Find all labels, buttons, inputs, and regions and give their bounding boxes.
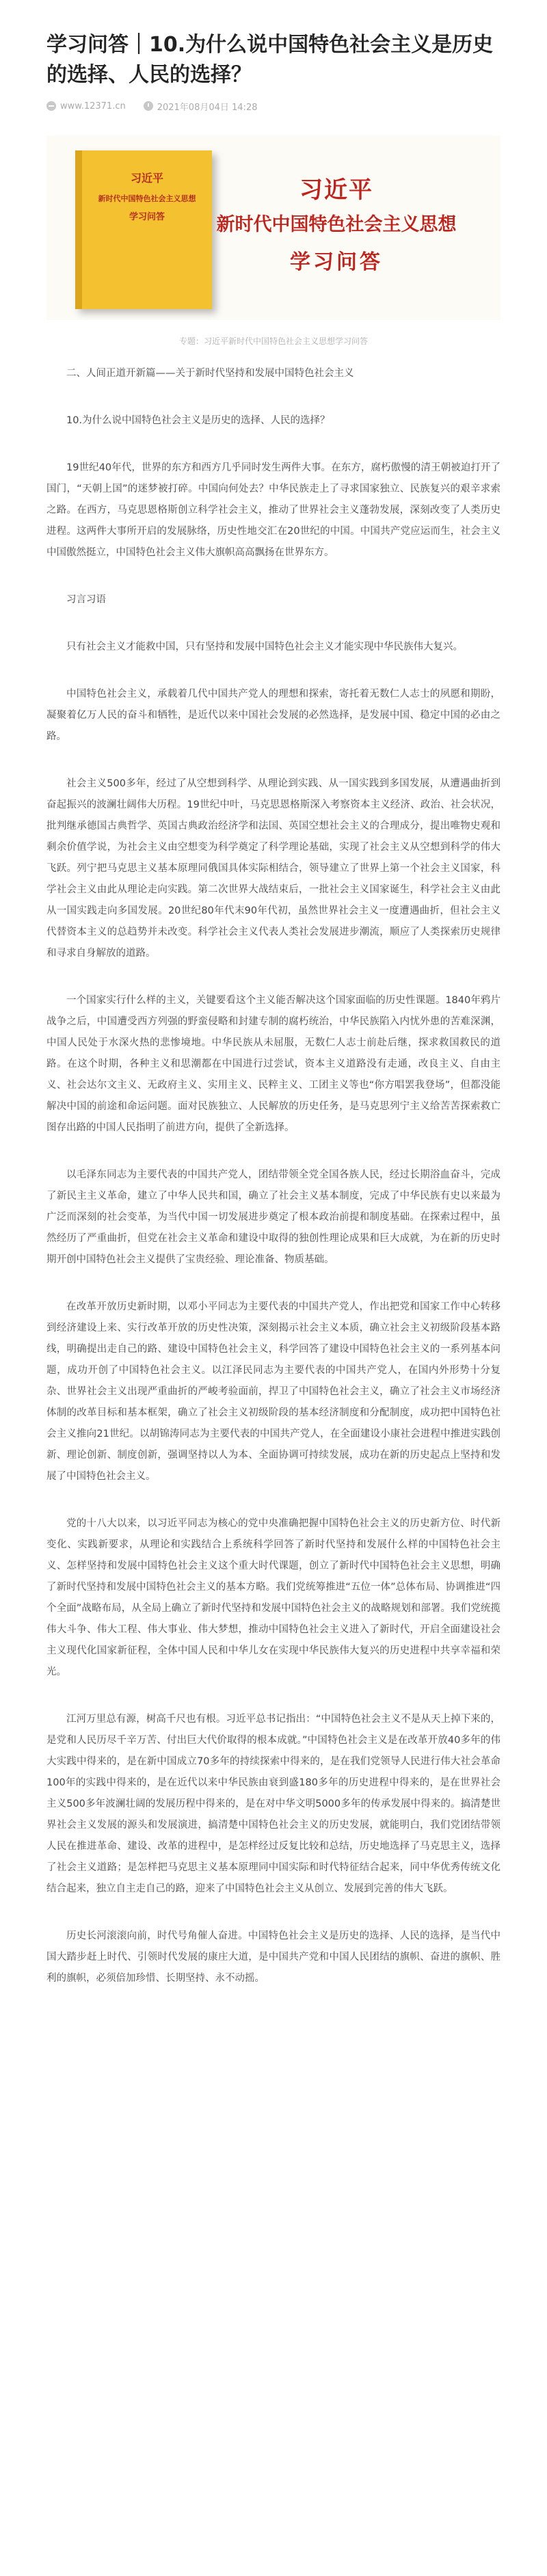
cover-headline-author: 习近平 <box>299 176 373 204</box>
book-subtitle: 学习问答 <box>129 212 165 222</box>
spacer <box>46 1683 501 1709</box>
paragraph: 以毛泽东同志为主要代表的中国共产党人，团结带领全党全国各族人民，经过长期浴血奋斗，完成了新民主主义革命，建立了中华人民共和国，确立了社会主义基本制度，完成了中华民族有史以来最为广泛而深刻的社会变革，为当代中国一切发展进步奠定了根本政治前提和制度基础。在探索过程中，虽然经历了严重曲折，但党在社会主义革命和建设中取得的独创性理论成果和巨大成就，为在新的历史时期开创中国特色社会主义提供了宝贵经验、理论准备、物质基础。 <box>46 1169 501 1265</box>
cover-image <box>46 135 501 320</box>
cover-headline-title: 新时代中国特色社会主义思想 <box>216 214 457 235</box>
paragraph: 一个国家实行什么样的主义，关键要看这个主义能否解决这个国家面临的历史性课题。1840年鸦片战争之后，中国遭受西方列强的野蛮侵略和封建专制的腐朽统治，中华民族陷入内忧外患的苦难深渊，中国人民处于水深火热的悲惨境地。中华民族从未屈服，无数仁人志士前赴后继，探求救国救民的道路。在这个时期，各种主义和思潮都在中国进行过尝试，资本主义道路没有走通，改良主义、自由主义、社会达尔文主义、无政府主义、实用主义、民粹主义、工团主义等也“你方唱罢我登场”，但都没能解决中国的前途和命运问题。面对民族独立、人民解放的历史任务，是马克思列宁主义给苦苦探索救亡图存出路的中国人民指明了前进方向，提供了全新选择。 <box>46 995 501 1133</box>
spacer <box>46 1271 501 1297</box>
paragraph: 19世纪40年代，世界的东方和西方几乎同时发生两件大事。在东方，腐朽傲慢的清王朝被迫打开了国门，“天朝上国”的迷梦被打碎。中国向何处去？中华民族走上了寻求国家独立、民族复兴的艰辛求索之路。在西方，马克思恩格斯创立科学社会主义，推动了世界社会主义蓬勃发展，深刻改变了人类历史进程。这两件大事所开启的发展脉络，历史性地交汇在20世纪的中国。中国共产党应运而生，社会主义中国傲然挺立，中国特色社会主义伟大旗帜高高飘扬在世界东方。 <box>46 462 501 558</box>
spacer <box>46 658 501 684</box>
paragraph: 只有社会主义才能救中国，只有坚持和发展中国特色社会主义才能实现中华民族伟大复兴。 <box>66 641 463 652</box>
quote-heading: 习言习语 <box>66 594 106 605</box>
spacer <box>46 431 501 457</box>
spacer <box>46 611 501 637</box>
question-heading: 10.为什么说中国特色社会主义是历史的选择、人民的选择？ <box>66 415 330 426</box>
article-date: 2021年08月04日 14:28 <box>157 102 258 113</box>
spacer <box>46 563 501 589</box>
section-heading: 二、人间正道开新篇——关于新时代坚持和发展中国特色社会主义 <box>66 368 354 379</box>
paragraph: 社会主义500多年，经过了从空想到科学、从理论到实践、从一国实践到多国发展，从遭遇曲折到奋起振兴的波澜壮阔伟大历程。19世纪中叶，马克思恩格斯深入考察资本主义经济、政治、社会状况，批判继承德国古典哲学、英国古典政治经济学和法国、英国空想社会主义的合理成分，提出唯物史观和剩余价值学说，为社会主义由空想变为科学奠定了科学理论基础，实现了社会主义从空想到科学的伟大飞跃。列宁把马克思主义基本原理同俄国具体实际相结合，领导建立了世界上第一个社会主义国家，科学社会主义由此从理论走向实践。第二次世界大战结束后，一批社会主义国家诞生，科学社会主义由此从一国实践走向多国发展。20世纪80年代末90年代初，虽然世界社会主义一度遭遇曲折，但社会主义代替资本主义的总趋势并未改变。科学社会主义代表人类社会发展进步潮流，顺应了人类探索历史规律和寻求自身解放的道路。 <box>46 778 501 959</box>
spacer <box>46 1900 501 1926</box>
cover-headline-subtitle: 学习问答 <box>290 250 383 274</box>
spacer <box>46 1487 501 1513</box>
paragraph: 历史长河滚滚向前，时代号角催人奋进。中国特色社会主义是历史的选择、人民的选择，是当代中国大踏步赶上时代、引领时代发展的康庄大道，是中国共产党和中国人民团结的旗帜、奋进的旗帜、胜利的旗帜，必须倍加珍惜、长期坚持、永不动摇。 <box>46 1930 501 1984</box>
article-meta <box>46 98 501 114</box>
spacer <box>46 964 501 990</box>
article-source[interactable]: www.12371.cn <box>60 101 126 111</box>
article-body <box>46 363 501 1989</box>
book-spine <box>75 150 82 309</box>
clock-icon <box>144 101 153 111</box>
paragraph: 党的十八大以来，以习近平同志为核心的党中央准确把握中国特色社会主义的历史新方位、时代新变化、实践新要求，从理论和实践结合上系统科学回答了新时代坚持和发展什么样的中国特色社会主义、怎样坚持和发展中国特色社会主义这个重大时代课题，创立了新时代中国特色社会主义思想，明确了新时代坚持和发展中国特色社会主义的基本方略。我们党统筹推进“五位一体”总体布局、协调推进“四个全面”战略布局，从全局上确立了新时代坚持和发展中国特色社会主义的战略规划和部署。我们党统揽伟大斗争、伟大工程、伟大事业、伟大梦想，推动中国特色社会主义进入了新时代，开启全面建设社会主义现代化国家新征程，全体中国人民和中华儿女在实现中华民族伟大复兴的历史进程中共享幸福和荣光。 <box>46 1518 501 1677</box>
spacer <box>46 747 501 773</box>
paragraph: 在改革开放历史新时期，以邓小平同志为主要代表的中国共产党人，作出把党和国家工作中心转移到经济建设上来、实行改革开放的历史性决策，深刻揭示社会主义本质，确立社会主义初级阶段基本路线，明确提出走自己的路、建设中国特色社会主义，科学回答了建设中国特色社会主义的一系列基本问题，成功开创了中国特色社会主义。以江泽民同志为主要代表的中国共产党人，在国内外形势十分复杂、世界社会主义出现严重曲折的严峻考验面前，捍卫了中国特色社会主义，确立了社会主义市场经济体制的改革目标和基本框架，确立了社会主义初级阶段的基本经济制度和分配制度，成功把中国特色社会主义推向21世纪。以胡锦涛同志为主要代表的中国共产党人，在全面建设小康社会进程中推进实践创新、理论创新、制度创新，强调坚持以人为本、全面协调可持续发展，成功在新的历史起点上坚持和发展了中国特色社会主义。 <box>46 1301 501 1482</box>
paragraph: 江河万里总有源，树高千尺也有根。习近平总书记指出：“中国特色社会主义不是从天上掉下来的，是党和人民历尽千辛万苦、付出巨大代价取得的根本成就。”中国特色社会主义是在改革开放40多年的伟大实践中得来的，是在新中国成立70多年的持续探索中得来的，是在我们党领导人民进行伟大社会革命100年的实践中得来的，是在近代以来中华民族由衰到盛180多年的历史进程中得来的，是在世界社会主义500多年波澜壮阔的发展历程中得来的，是在对中华文明5000多年的传承发展中得来的。搞清楚世界社会主义发展的源头和发展演进，搞清楚中国特色社会主义的历史发展，就能明白，我们党团结带领人民在推进革命、建设、改革的进程中，是怎样经过反复比较和总结，历史地选择了马克思主义，选择了社会主义道路；是怎样把马克思主义基本原理同中国实际和时代特征结合起来，同中华优秀传统文化结合起来，独立自主走自己的路，迎来了中国特色社会主义从创立、发展到完善的伟大飞跃。 <box>46 1714 501 1894</box>
paragraph: 中国特色社会主义，承载着几代中国共产党人的理想和探索，寄托着无数仁人志士的夙愿和期盼，凝聚着亿万人民的奋斗和牺牲，是近代以来中国社会发展的必然选择，是发展中国、稳定中国的必由之路。 <box>46 689 501 742</box>
article-title: 学习问答｜10.为什么说中国特色社会主义是历史的选择、人民的选择？ <box>46 33 494 87</box>
spacer <box>46 384 501 410</box>
globe-icon <box>46 101 56 111</box>
book-author: 习近平 <box>130 172 163 185</box>
book-title: 新时代中国特色社会主义思想 <box>98 194 196 203</box>
spacer <box>46 1139 501 1165</box>
image-caption[interactable]: 专题：习近平新时代中国特色社会主义思想学习问答 <box>178 336 368 346</box>
